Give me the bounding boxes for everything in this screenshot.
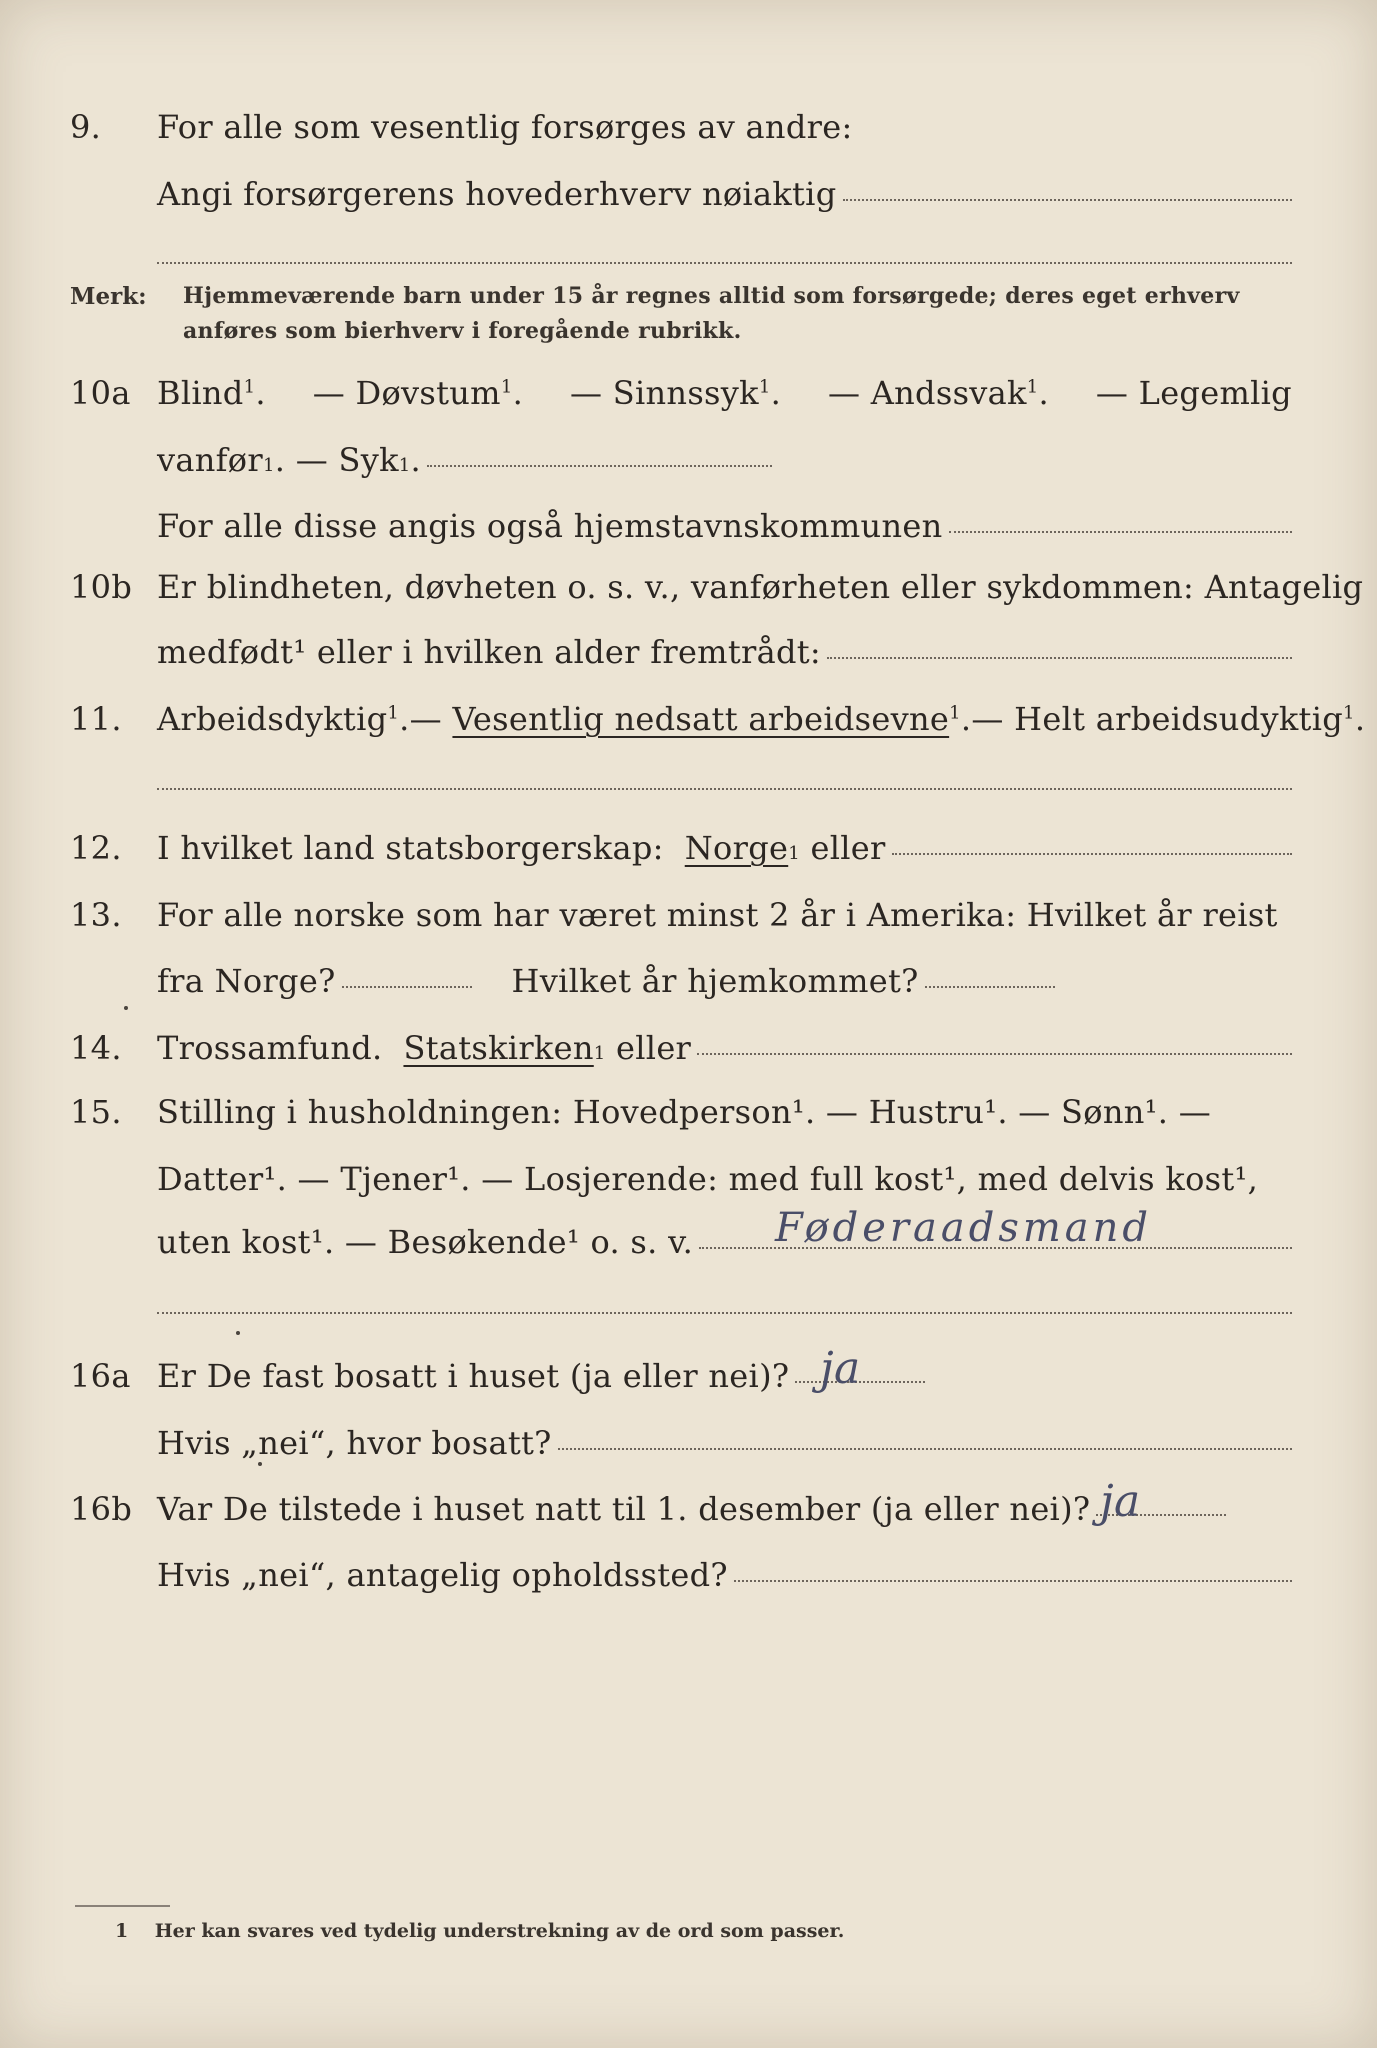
question-text: Datter¹. — Tjener¹. — Losjerende: med full kost¹, med delvis kost¹, — [157, 1160, 1259, 1198]
question-text: Var De tilstede i huset natt til 1. desember (ja eller nei)? — [157, 1490, 1091, 1528]
ink-speck — [124, 1006, 128, 1010]
option-blind[interactable]: Blind — [157, 374, 244, 412]
option-vanfor[interactable]: vanfør — [157, 441, 263, 479]
question-text: For alle norske som har været minst 2 år i Amerika: Hvilket år reist — [157, 896, 1278, 934]
answer-line[interactable] — [843, 199, 1293, 201]
question-text: Hvis „nei“, hvor bosatt? — [157, 1424, 552, 1462]
question-number: 13. — [70, 896, 122, 934]
answer-line[interactable] — [157, 1312, 1292, 1314]
footnote-text: Her kan svares ved tydelig understrekning av de ord som passer. — [154, 1920, 845, 1942]
answer-line[interactable] — [157, 262, 1292, 264]
question-text: I hvilket land statsborgerskap: — [157, 829, 664, 867]
question-number: 10a — [70, 374, 131, 412]
census-form-page: 9. For alle som vesentlig forsørges av andre: Angi forsørgerens hovederhverv nøiaktig Merk: Hjemmeværende barn under 15 år regnes alltid som forsørgede; deres eget erhverv anføres som bierhverv i foregående rubrikk. 10a Blind$^1$. — Døvstum$^1$. — Sinnssyk$^1$. — Andssvak$^1$. — Legemlig vanfør 1 . — Syk 1 . For alle disse angis også hjemstavnskommunen 10b Er blindheten, døvheten o. s. v., vanførheten eller sykdommen: Antagelig medfødt¹ eller i hvilken alder fremtrådt: 11. Arbeidsdyktig$^1$. — Vesentlig nedsatt arbeidsevne$^1$. — Helt arbeidsudyktig$^1$. 12. I hvilket land statsborgerskap: Norge 1 eller 13. For alle norske som har været minst 2 år i Amerika: Hvilket år reist fra Norge? Hvilket år hjemkommet? 14. Trossamfund. Statskirken 1 eller 15. Stilling i husholdningen: Hovedperson¹. — Hustru¹. — Sønn¹. — Datter¹. — Tjener¹. — Losjerende: med full kost¹, med delvis kost¹, uten kost¹. — Besøkende¹ o. s. v. Føderaadsmand 16a Er De fast bosatt i huset (ja eller nei)? ja Hvis „nei“, hvor bosatt? 16b Var De tilstede i huset natt til 1. desember (ja eller nei)? ja Hvis „nei“, antagelig opholdssted? 1 Her kan svares ved tydelig understrekning av de ord som passer. — [0, 0, 1377, 2048]
question-text: medfødt¹ eller i hvilken alder fremtrådt: — [157, 633, 821, 671]
question-number: 16a — [70, 1357, 131, 1395]
answer-line[interactable] — [827, 657, 1292, 659]
option-statskirken[interactable]: Statskirken — [403, 1029, 594, 1067]
question-text: fra Norge? — [157, 962, 336, 1000]
question-text: Er blindheten, døvheten o. s. v., vanførheten eller sykdommen: Antagelig — [157, 568, 1364, 606]
question-number: 11. — [70, 700, 122, 738]
question-number: 10b — [70, 568, 133, 606]
handwritten-answer: Føderaadsmand — [775, 1205, 1153, 1251]
answer-line[interactable] — [427, 465, 772, 467]
answer-line[interactable] — [558, 1448, 1292, 1450]
question-number: 9. — [70, 108, 102, 146]
ink-speck — [258, 1462, 262, 1466]
ink-speck — [236, 1331, 240, 1335]
question-text: For alle disse angis også hjemstavnskommunen — [157, 507, 943, 545]
question-number: 16b — [70, 1490, 133, 1528]
option-andssvak[interactable]: — Andssvak — [827, 374, 1027, 412]
footnote-rule — [75, 1905, 170, 1907]
option-helt-arbeidsudyktig[interactable]: — Helt arbeidsudyktig — [971, 700, 1344, 738]
handwritten-answer: ja — [820, 1343, 861, 1394]
question-text: Hvilket år hjemkommet? — [511, 962, 919, 1000]
question-text: Stilling i husholdningen: Hovedperson¹. — Hustru¹. — Sønn¹. — — [157, 1093, 1212, 1131]
answer-line[interactable] — [697, 1053, 1292, 1055]
question-text: For alle som vesentlig forsørges av andre: — [157, 108, 853, 146]
question-number: 15. — [70, 1093, 122, 1131]
handwritten-answer: ja — [1100, 1476, 1141, 1527]
option-syk[interactable]: — Syk — [295, 441, 399, 479]
answer-line[interactable] — [157, 788, 1292, 790]
question-text: Hvis „nei“, antagelig opholdssted? — [157, 1556, 728, 1594]
footnote-mark: 1 — [115, 1920, 129, 1942]
answer-line[interactable] — [734, 1580, 1292, 1582]
option-arbeidsdyktig[interactable]: Arbeidsdyktig — [157, 700, 388, 738]
question-number: 14. — [70, 1029, 122, 1067]
option-sinnssyk[interactable]: — Sinnssyk — [569, 374, 759, 412]
option-vesentlig-nedsatt[interactable]: Vesentlig nedsatt arbeidsevne — [452, 700, 950, 738]
note-label: Merk: — [70, 283, 147, 310]
answer-line[interactable] — [892, 853, 1292, 855]
option-legemlig[interactable]: — Legemlig — [1095, 374, 1292, 412]
answer-line[interactable] — [925, 986, 1055, 988]
option-norge[interactable]: Norge — [684, 829, 789, 867]
answer-line[interactable] — [949, 531, 1292, 533]
question-number: 12. — [70, 829, 122, 867]
option-dovstum[interactable]: — Døvstum — [312, 374, 501, 412]
question-text: Trossamfund. — [157, 1029, 383, 1067]
question-text: Er De fast bosatt i huset (ja eller nei)? — [157, 1357, 790, 1395]
answer-line[interactable] — [342, 986, 472, 988]
question-text: Angi forsørgerens hovederhverv nøiaktig — [157, 175, 837, 213]
question-text: uten kost¹. — Besøkende¹ o. s. v. — [157, 1223, 694, 1261]
footnote — [115, 1920, 844, 1942]
